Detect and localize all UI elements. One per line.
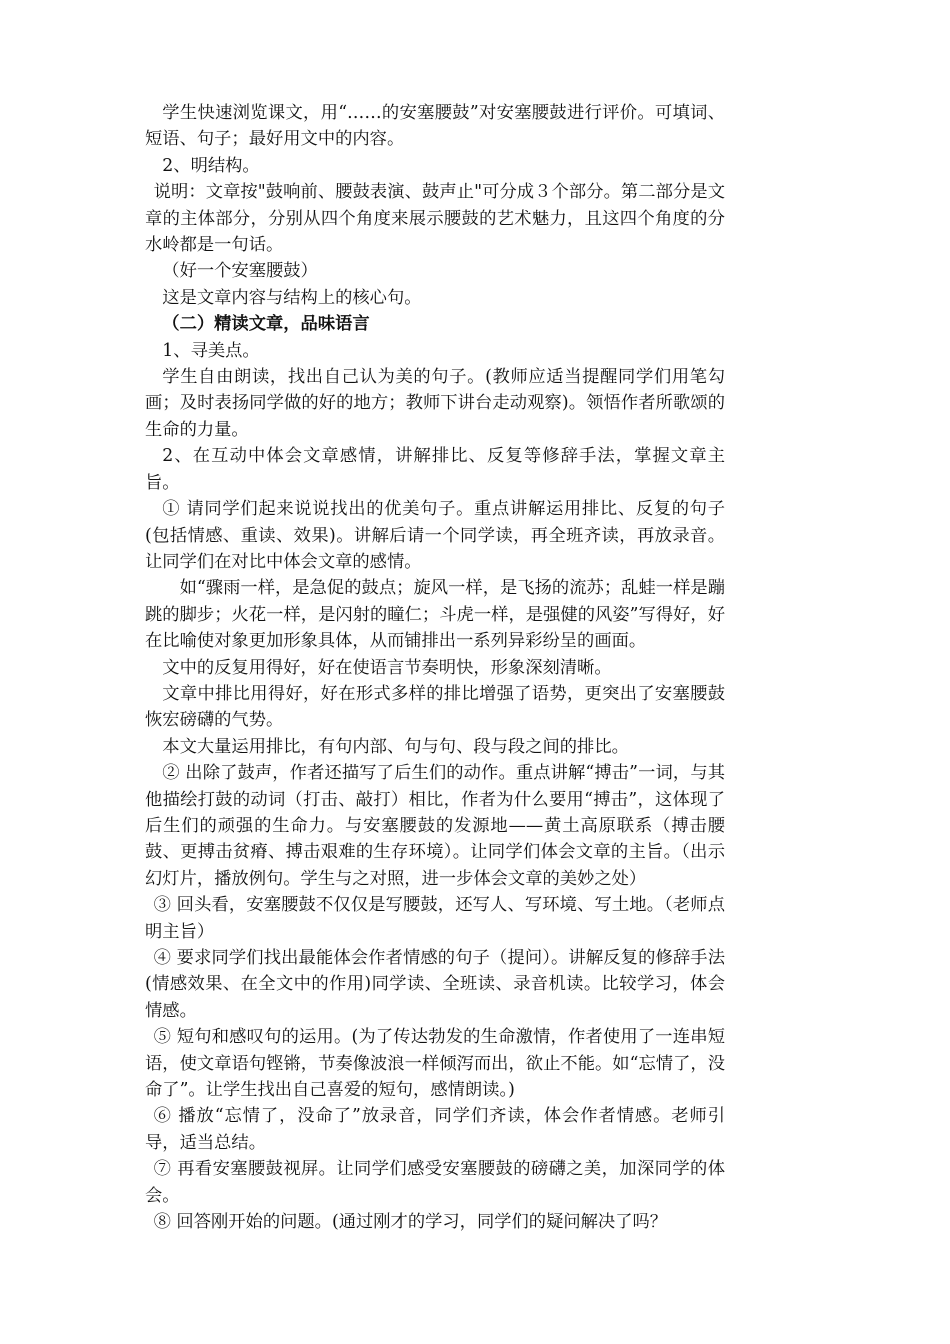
paragraph: ⑦ 再看安塞腰鼓视屏。让同学们感受安塞腰鼓的磅礴之美，加深同学的体会。 xyxy=(145,1159,725,1206)
section-heading: （二）精读文章，品味语言 xyxy=(162,314,370,335)
paragraph: 2、在互动中体会文章感情，讲解排比、反复等修辞手法，掌握文章主旨。 xyxy=(145,446,725,493)
paragraph: ① 请同学们起来说说找出的优美句子。重点讲解运用排比、反复的句子(包括情感、重读、效果)。讲解后请一个同学读，再全班齐读，再放录音。让同学们在对比中体会文章的感情。 xyxy=(145,499,725,572)
paragraph: 文章中排比用得好，好在形式多样的排比增强了语势，更突出了安塞腰鼓恢宏磅礴的气势。 xyxy=(145,683,725,731)
paragraph: 这是文章内容与结构上的核心句。 xyxy=(162,287,422,308)
paragraph: （好一个安塞腰鼓） xyxy=(162,261,318,282)
paragraph: 学生快速浏览课文，用“……的安塞腰鼓”对安塞腰鼓进行评价。可填词、短语、句子；最好用文中的内容。 xyxy=(145,103,725,150)
paragraph: ⑧ 回答刚开始的问题。(通过刚才的学习，同学们的疑问解决了吗？ xyxy=(153,1212,668,1233)
paragraph: 本文大量运用排比，有句内部、句与句、段与段之间的排比。 xyxy=(162,736,629,757)
paragraph: 如“骤雨一样，是急促的鼓点；旋风一样，是飞扬的流苏；乱蛙一样是蹦跳的脚步；火花一样，是闪射的瞳仁；斗虎一样，是强健的风姿”写得好，好在比喻使对象更加形象具体，从而铺排出一系列异彩纷呈的画面。 xyxy=(145,578,725,652)
paragraph: ④ 要求同学们找出最能体会作者情感的句子（提问）。讲解反复的修辞手法(情感效果、在全文中的作用)同学读、全班读、录音机读。比较学习，体会情感。 xyxy=(145,948,725,1021)
paragraph: 文中的反复用得好，好在使语言节奏明快，形象深刻清晰。 xyxy=(162,657,612,678)
paragraph: ⑥ 播放“忘情了，没命了”放录音，同学们齐读，体会作者情感。老师引导，适当总结。 xyxy=(145,1106,725,1153)
paragraph: 2、明结构。 xyxy=(162,155,260,176)
paragraph: 1、寻美点。 xyxy=(162,340,260,361)
document-page xyxy=(145,100,725,1235)
paragraph: ⑤ 短句和感叹句的运用。(为了传达勃发的生命激情，作者使用了一连串短语，使文章语句铿锵，节奏像波浪一样倾泻而出，欲止不能。如“忘情了，没命了”。让学生找出自己喜爱的短句，感情朗读。) xyxy=(145,1027,725,1101)
paragraph: ③ 回头看，安塞腰鼓不仅仅是写腰鼓，还写人、写环境、写土地。（老师点明主旨） xyxy=(145,895,725,942)
paragraph: 学生自由朗读，找出自己认为美的句子。(教师应适当提醒同学们用笔勾画；及时表扬同学做的好的地方；教师下讲台走动观察)。领悟作者所歌颂的生命的力量。 xyxy=(145,367,725,440)
paragraph: 说明：文章按"鼓响前、腰鼓表演、鼓声止"可分成３个部分。第二部分是文章的主体部分，分别从四个角度来展示腰鼓的艺术魅力，且这四个角度的分水岭都是一句话。 xyxy=(145,182,725,256)
paragraph: ② 出除了鼓声，作者还描写了后生们的动作。重点讲解“搏击”一词，与其他描绘打鼓的动词（打击、敲打）相比，作者为什么要用“搏击”，这体现了后生们的顽强的生命力。与安塞腰鼓的发源地——黄土高原联系（搏击腰鼓、更搏击贫瘠、搏击艰难的生存环境）。让同学们体会文章的主旨。（出示幻灯片，播放例句。学生与之对照，进一步体会文章的美妙之处） xyxy=(145,763,725,889)
